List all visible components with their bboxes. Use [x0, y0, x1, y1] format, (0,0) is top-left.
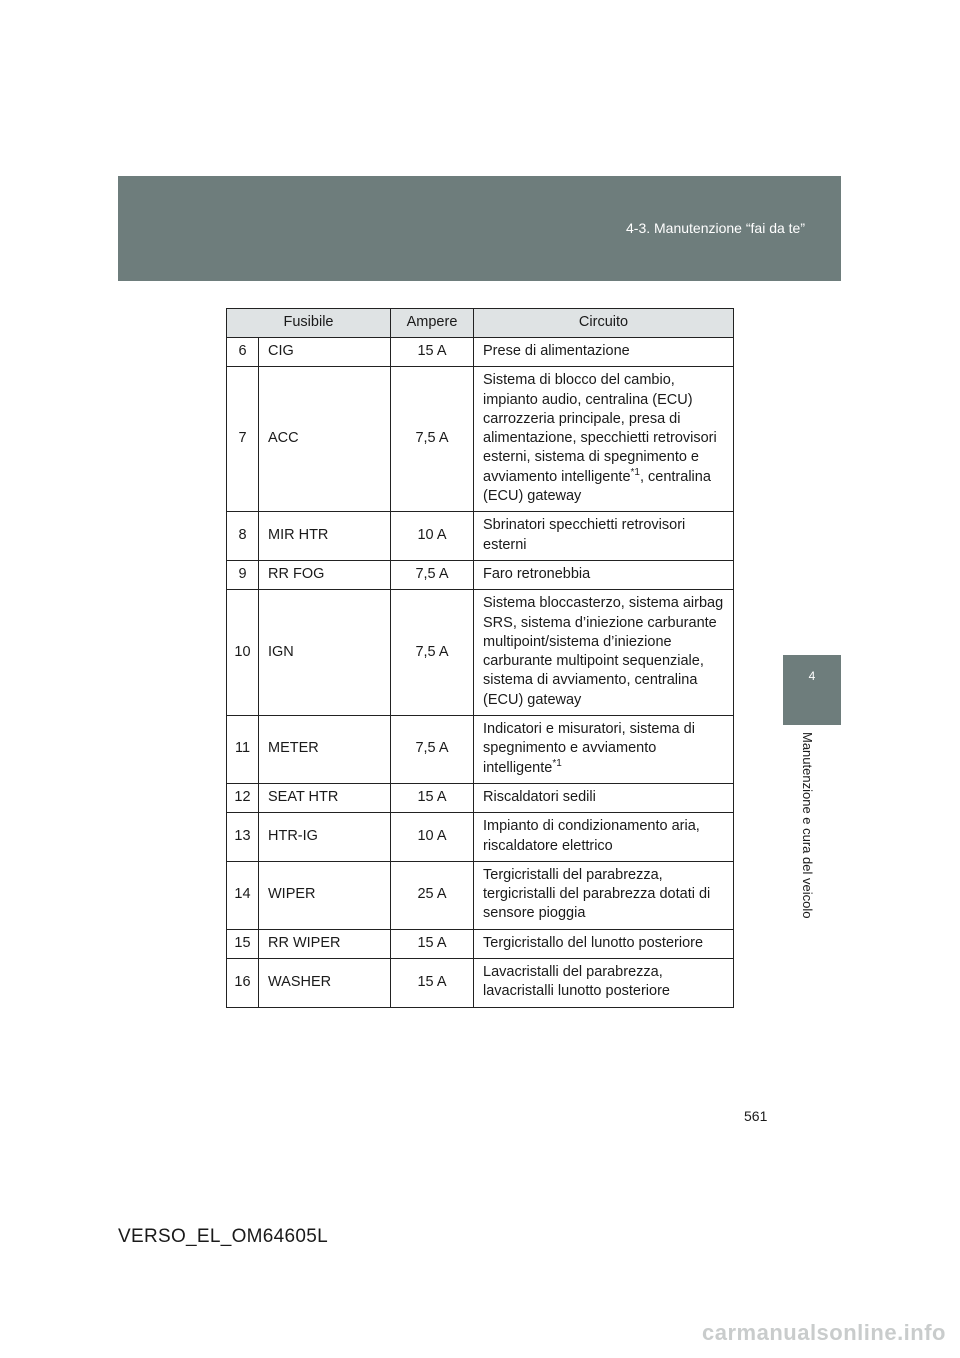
- table-row: [227, 813, 734, 862]
- table-row: [227, 929, 734, 958]
- document-code: VERSO_EL_OM64605L: [118, 1226, 328, 1247]
- column-header-ampere: Ampere: [391, 309, 474, 338]
- fuse-circuit: [474, 367, 734, 512]
- fuse-name: METER: [259, 716, 391, 784]
- table-row: [227, 716, 734, 784]
- table-row: [227, 959, 734, 1008]
- footnote-marker: *1: [552, 757, 562, 769]
- table-row: [227, 590, 734, 716]
- fuse-circuit: Riscaldatori sedili: [474, 783, 734, 812]
- fuse-number: 6: [227, 338, 259, 367]
- fuse-ampere: 7,5 A: [391, 560, 474, 589]
- column-header-circuito: Circuito: [474, 309, 734, 338]
- fuse-table: [226, 308, 734, 1008]
- fuse-number: 11: [227, 716, 259, 784]
- table-row: [227, 861, 734, 929]
- table-row: [227, 367, 734, 512]
- fuse-circuit: Impianto di condizionamento aria, riscaldatore elettrico: [474, 813, 734, 862]
- fuse-circuit: Tergicristallo del lunotto posteriore: [474, 929, 734, 958]
- fuse-number: 14: [227, 861, 259, 929]
- fuse-circuit: Sbrinatori specchietti retrovisori esterni: [474, 512, 734, 561]
- fuse-number: 12: [227, 783, 259, 812]
- fuse-name: SEAT HTR: [259, 783, 391, 812]
- chapter-number: 4: [808, 669, 816, 683]
- fuse-number: 16: [227, 959, 259, 1008]
- table-row: [227, 783, 734, 812]
- fuse-circuit: [474, 716, 734, 784]
- fuse-ampere: 15 A: [391, 338, 474, 367]
- circuit-text-continued: , centralina (ECU) gateway: [483, 468, 711, 505]
- table-header-row: [227, 309, 734, 338]
- fuse-name: RR WIPER: [259, 929, 391, 958]
- watermark: carmanualsonline.info: [702, 1320, 946, 1345]
- fuse-number: 9: [227, 560, 259, 589]
- fuse-number: 13: [227, 813, 259, 862]
- section-header-band: [118, 176, 841, 281]
- fuse-circuit: Prese di alimentazione: [474, 338, 734, 367]
- page-number: 561: [744, 1108, 768, 1124]
- fuse-number: 15: [227, 929, 259, 958]
- fuse-name: CIG: [259, 338, 391, 367]
- fuse-ampere: 10 A: [391, 512, 474, 561]
- fuse-ampere: 25 A: [391, 861, 474, 929]
- table-row: [227, 512, 734, 561]
- table-row: [227, 338, 734, 367]
- fuse-ampere: 15 A: [391, 783, 474, 812]
- fuse-name: HTR-IG: [259, 813, 391, 862]
- fuse-ampere: 15 A: [391, 959, 474, 1008]
- fuse-circuit: Tergicristalli del parabrezza, tergicristalli del parabrezza dotati di sensore pioggia: [474, 861, 734, 929]
- fuse-ampere: 7,5 A: [391, 367, 474, 512]
- fuse-ampere: 15 A: [391, 929, 474, 958]
- fuse-ampere: 7,5 A: [391, 716, 474, 784]
- fuse-ampere: 7,5 A: [391, 590, 474, 716]
- fuse-circuit: Lavacristalli del parabrezza, lavacristalli lunotto posteriore: [474, 959, 734, 1008]
- fuse-name: IGN: [259, 590, 391, 716]
- fuse-name: WIPER: [259, 861, 391, 929]
- fuse-name: RR FOG: [259, 560, 391, 589]
- column-header-fusibile: Fusibile: [227, 309, 391, 338]
- fuse-circuit: Sistema bloccasterzo, sistema airbag SRS, sistema d’iniezione carburante multipoint/sistema d’iniezione carburante multipoint sequenziale, sistema di avviamento, centralina (ECU) gateway: [474, 590, 734, 716]
- chapter-label: Manutenzione e cura del veicolo: [800, 732, 815, 919]
- table-row: [227, 560, 734, 589]
- fuse-number: 10: [227, 590, 259, 716]
- circuit-text: Sistema di blocco del cambio, impianto audio, centralina (ECU) carrozzeria principale, presa di alimentazione, specchietti retrovisori esterni, sistema di spegnimento e avviamento intelligente: [483, 372, 717, 485]
- fuse-circuit: Faro retronebbia: [474, 560, 734, 589]
- fuse-number: 7: [227, 367, 259, 512]
- fuse-name: ACC: [259, 367, 391, 512]
- circuit-text: Indicatori e misuratori, sistema di spegnimento e avviamento intelligente: [483, 721, 695, 776]
- fuse-name: MIR HTR: [259, 512, 391, 561]
- fuse-name: WASHER: [259, 959, 391, 1008]
- chapter-tab: [783, 655, 841, 725]
- fuse-number: 8: [227, 512, 259, 561]
- fuse-ampere: 10 A: [391, 813, 474, 862]
- footnote-marker: *1: [630, 466, 640, 478]
- section-title: 4-3. Manutenzione “fai da te”: [626, 220, 805, 236]
